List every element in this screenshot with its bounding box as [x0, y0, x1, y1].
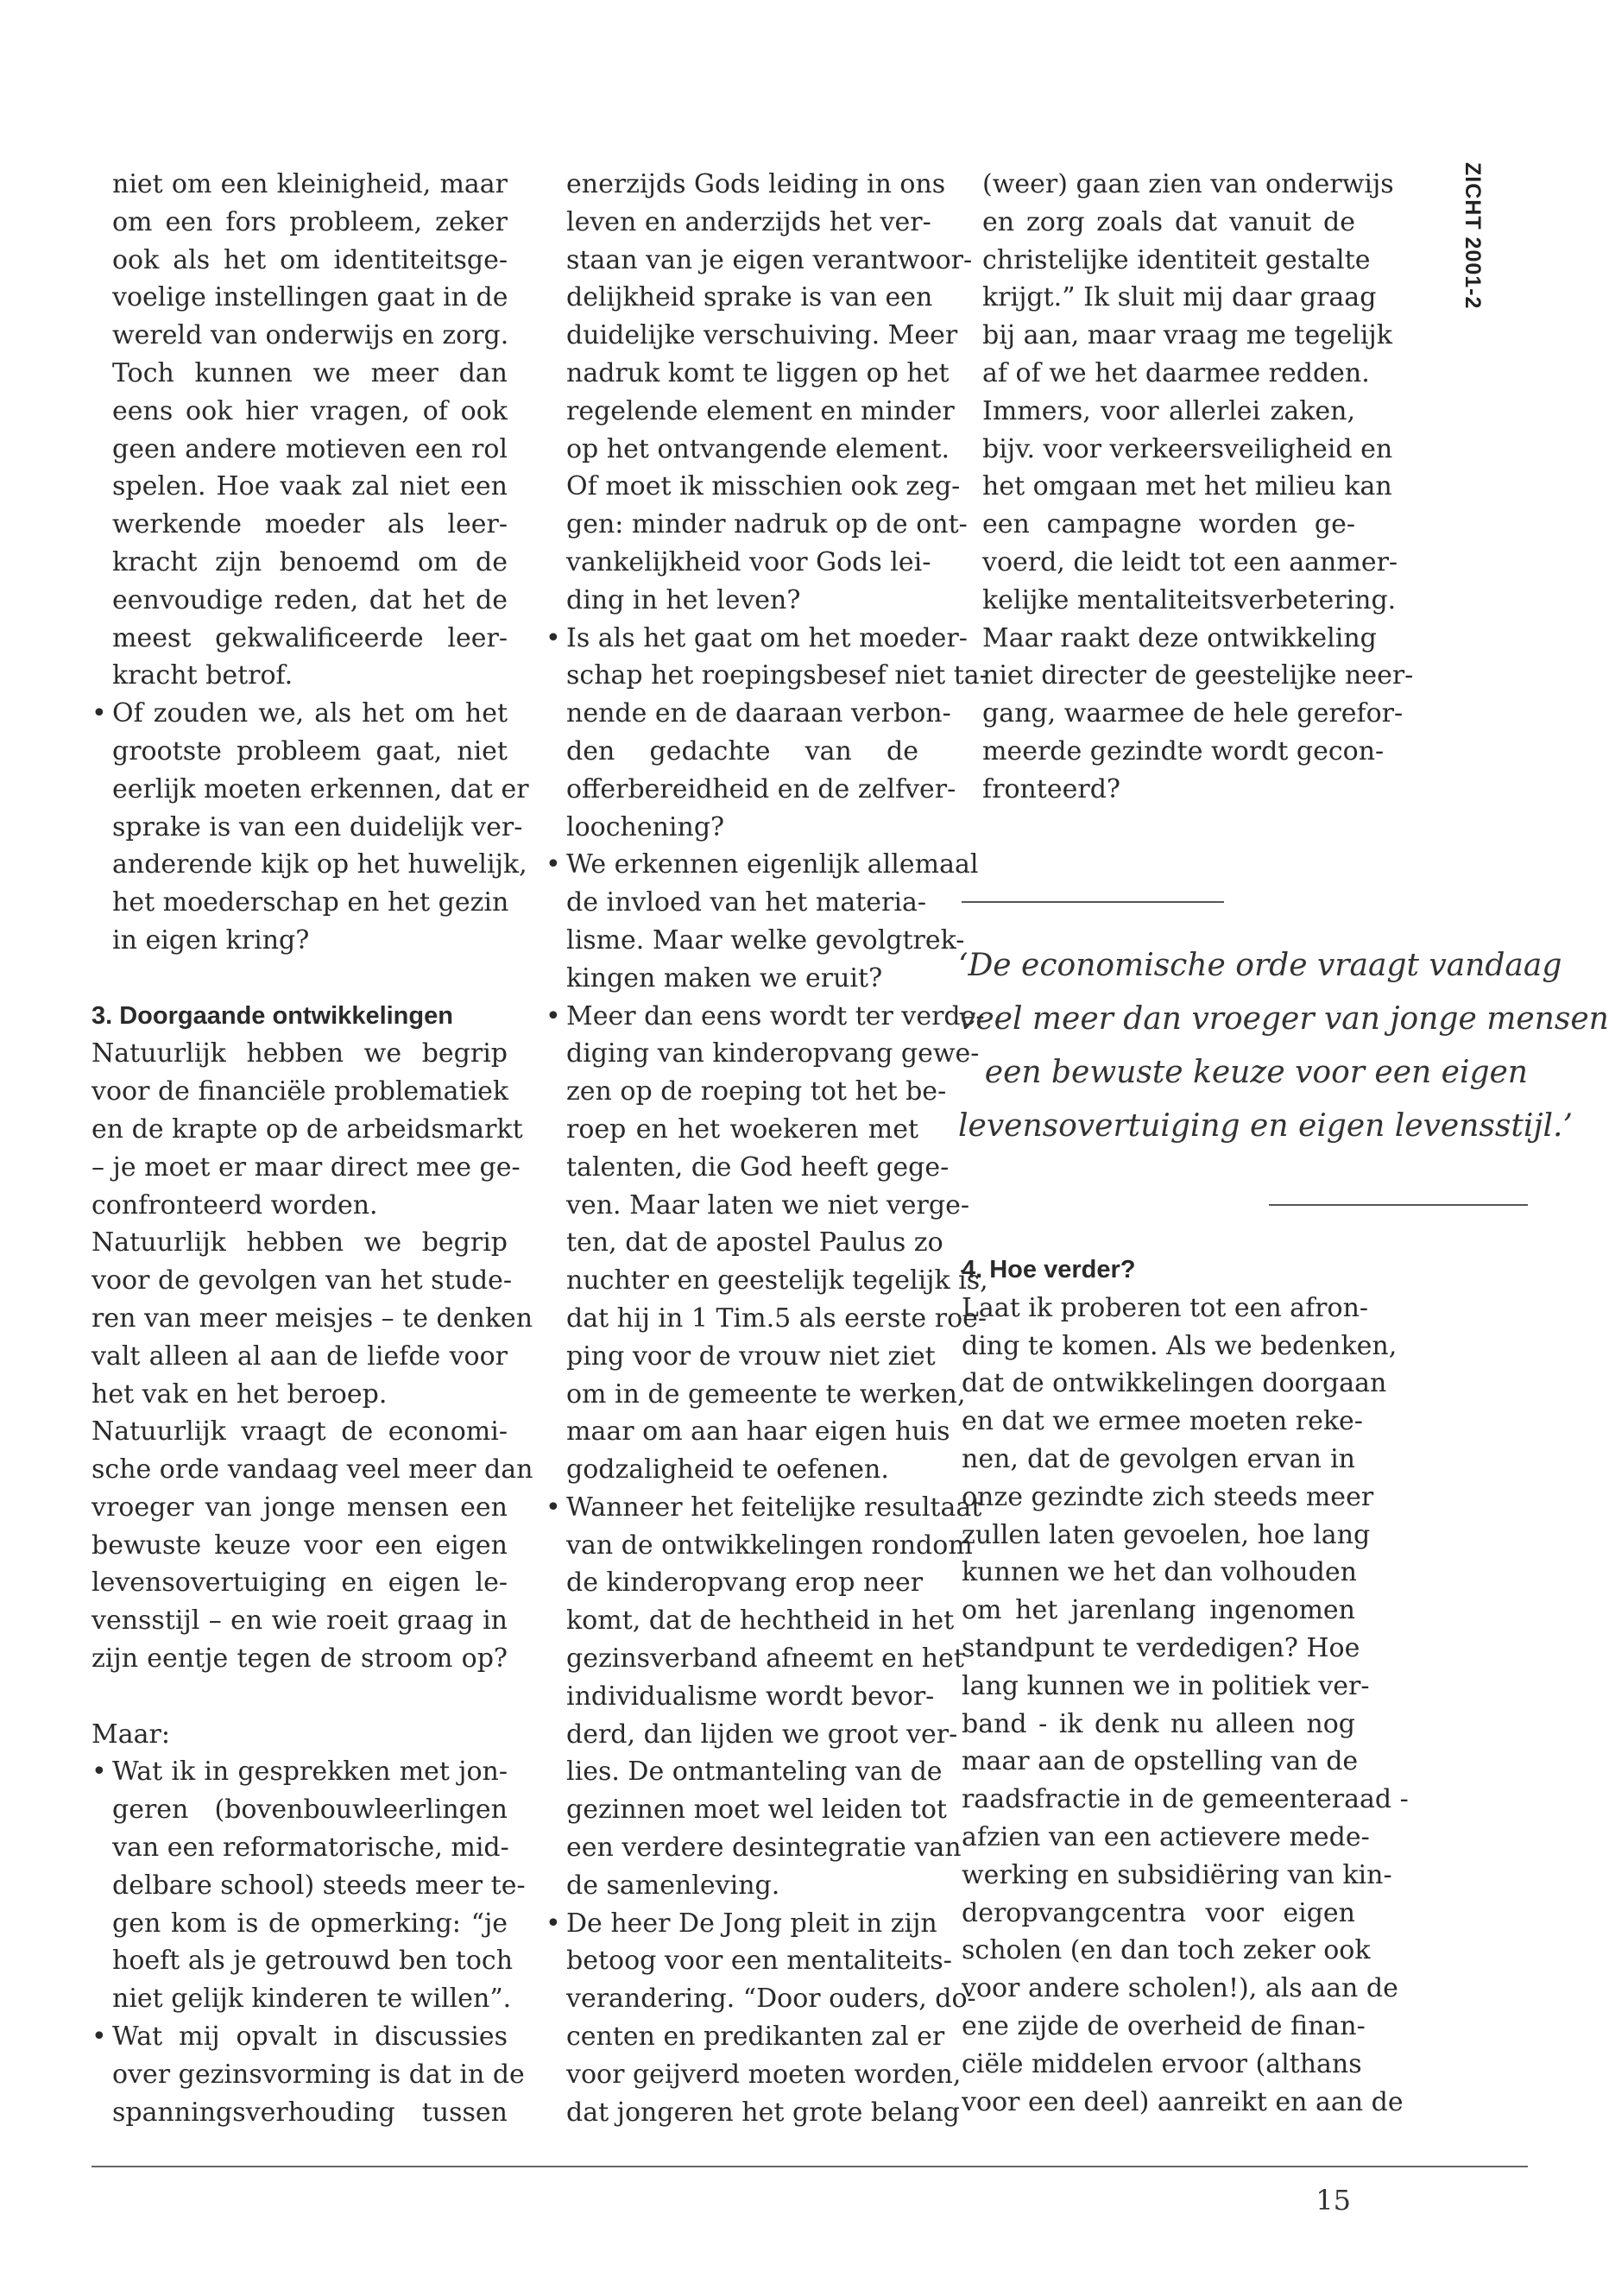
- text-line: om een fors probleem, zeker: [112, 206, 508, 237]
- text-line: zen op de roeping tot het be-: [566, 1076, 947, 1107]
- text-line: ven. Maar laten we niet verge-: [566, 1189, 969, 1221]
- text-line: confronteerd worden.: [91, 1189, 378, 1221]
- text-line: offerbereidheid en de zelfver-: [566, 773, 956, 804]
- column-2: [546, 166, 988, 2131]
- text-line: vensstijl – en wie roeit graag in: [91, 1605, 508, 1637]
- text-line: diging van kinderopvang gewe-: [566, 1038, 980, 1069]
- column-3-lower: [962, 1252, 1409, 2121]
- text-line: werkende moeder als leer-: [112, 509, 508, 540]
- text-line: delijkheid sprake is van een: [566, 282, 933, 313]
- text-line: vroeger van jonge mensen een: [91, 1492, 508, 1523]
- text-line: de kinderopvang erop neer: [566, 1567, 924, 1599]
- text-line: godzaligheid te oefenen.: [566, 1454, 889, 1485]
- text-line: geren (bovenbouwleerlingen: [112, 1795, 508, 1826]
- text-line: schap het roepingsbesef niet ta-: [566, 660, 988, 691]
- text-line: nadruk komt te liggen op het: [566, 357, 950, 388]
- text-line: (weer) gaan zien van onderwijs: [982, 169, 1394, 199]
- column-1: [91, 166, 533, 2131]
- text-line: krijgt.” Ik sluit mij daar graag: [982, 282, 1377, 313]
- text-line: voor andere scholen!), als aan de: [962, 1973, 1398, 2004]
- text-line: zullen laten gevoelen, hoe lang: [962, 1519, 1371, 1550]
- text-line: nuchter en geestelijk tegelijk is,: [566, 1265, 988, 1296]
- text-line: standpunt te verdedigen? Hoe: [962, 1632, 1360, 1663]
- text-line: voor de gevolgen van het stude-: [91, 1265, 513, 1296]
- pull-quote: [958, 939, 1609, 1153]
- column-3: [962, 166, 1414, 809]
- bullet-line: • Is als het gaat om het moeder-: [546, 620, 918, 658]
- text-line: – je moet er maar direct mee ge-: [91, 1151, 521, 1183]
- text-line: eerlijk moeten erkennen, dat er: [112, 773, 529, 804]
- text-line: eens ook hier vragen, of ook: [112, 395, 508, 426]
- text-line: enerzijds Gods leiding in ons: [566, 169, 946, 199]
- text-line: op het ontvangende element.: [566, 433, 950, 464]
- text-line: anderende kijk op het huwelijk,: [112, 849, 527, 880]
- text-line: kelijke mentaliteitsverbetering.: [982, 584, 1397, 615]
- text-line: sprake is van een duidelijk ver-: [112, 811, 523, 842]
- text-line: af of we het daarmee redden.: [982, 357, 1370, 388]
- text-line: een campagne worden ge-: [982, 509, 1355, 540]
- bullet-line: • Wat ik in gesprekken met jon-: [91, 1753, 508, 1791]
- text-line: over gezinsvorming is dat in de: [112, 2059, 525, 2090]
- text-line: Laat ik proberen tot een afron-: [962, 1292, 1369, 1323]
- text-line: regelende element en minder: [566, 395, 955, 426]
- text-line: zijn eentje tegen de stroom op?: [91, 1643, 508, 1675]
- section-heading: 4. Hoe verder?: [962, 1256, 1136, 1284]
- text-line: lang kunnen we in politiek ver-: [962, 1670, 1370, 1701]
- text-line: ciële middelen ervoor (althans: [962, 2048, 1362, 2079]
- section-heading: 3. Doorgaande ontwikkelingen: [91, 1001, 453, 1030]
- text-line: loochening?: [566, 811, 725, 842]
- text-line: ten, dat de apostel Paulus zo: [566, 1227, 943, 1258]
- text-line: komt, dat de hechtheid in het: [566, 1605, 955, 1637]
- bullet-line: • De heer De Jong pleit in zijn: [546, 1905, 918, 1943]
- text-line: gen kom is de opmerking: “je: [112, 1908, 508, 1939]
- text-line: talenten, die God heeft gege-: [566, 1151, 950, 1183]
- text-line: valt alleen al aan de liefde voor: [91, 1340, 508, 1372]
- text-line: spelen. Hoe vaak zal niet een: [112, 471, 508, 502]
- text-line: het moederschap en het gezin: [112, 887, 509, 918]
- text-line: scholen (en dan toch zeker ook: [962, 1935, 1371, 1966]
- text-line: vankelijkheid voor Gods lei-: [566, 546, 931, 577]
- text-line: delbare school) steeds meer te-: [112, 1870, 526, 1901]
- text-line: den gedachte van de: [566, 735, 918, 766]
- text-line: ook als het om identiteitsge-: [112, 244, 508, 275]
- text-line: christelijke identiteit gestalte: [982, 244, 1371, 275]
- text-line: staan van je eigen verantwoor-: [566, 244, 973, 275]
- text-line: betoog voor een mentaliteits-: [566, 1946, 952, 1977]
- text-line: dat jongeren het grote belang: [566, 2097, 960, 2128]
- bullet-line: • Wanneer het feitelijke resultaat: [546, 1489, 918, 1527]
- paragraph-gap: [91, 1678, 508, 1716]
- text-line: levensovertuiging en eigen le-: [91, 1567, 508, 1599]
- text-line: de samenleving.: [566, 1870, 780, 1901]
- text-line: ding te komen. Als we bedenken,: [962, 1330, 1398, 1361]
- text-line: roep en het woekeren met: [566, 1113, 918, 1145]
- text-line: gang, waarmee de hele gerefor-: [982, 698, 1404, 729]
- text-line: duidelijke verschuiving. Meer: [566, 320, 958, 351]
- text-line: voerd, die leidt tot een aanmer-: [982, 546, 1398, 577]
- text-line: maar om aan haar eigen huis: [566, 1416, 950, 1448]
- text-line: niet om een kleinigheid, maar: [112, 169, 508, 199]
- bullet-line: • Wat mij opvalt in discussies: [91, 2018, 508, 2056]
- text-line: verandering. “Door ouders, do-: [566, 1984, 976, 2015]
- text-line: leven en anderzijds het ver-: [566, 206, 931, 237]
- text-line: kracht zijn benoemd om de: [112, 546, 508, 577]
- text-line: meest gekwalificeerde leer-: [112, 622, 508, 653]
- text-line: Natuurlijk vraagt de economi-: [91, 1416, 508, 1448]
- text-line: ping voor de vrouw niet ziet: [566, 1340, 936, 1372]
- text-line: kingen maken we eruit?: [566, 962, 883, 993]
- text-line: lies. De ontmanteling van de: [566, 1757, 943, 1788]
- text-line: raadsfractie in de gemeenteraad -: [962, 1784, 1409, 1815]
- text-line: wereld van onderwijs en zorg.: [112, 320, 509, 351]
- text-line: Maar raakt deze ontwikkeling: [982, 622, 1377, 653]
- bullet-line: • Of zouden we, als het om het: [91, 695, 508, 733]
- text-line: bijv. voor verkeersveiligheid en: [982, 433, 1393, 464]
- pull-quote-rule-bottom: [1269, 1204, 1528, 1206]
- text-line: van een reformatorische, mid-: [112, 1832, 509, 1864]
- text-line: Maar:: [91, 1719, 170, 1750]
- text-line: centen en predikanten zal er: [566, 2022, 945, 2053]
- pull-quote-rule-top: [962, 901, 1224, 903]
- page-number: 15: [1316, 2184, 1351, 2217]
- text-line: gezinnen moet wel leiden tot: [566, 1795, 947, 1826]
- text-line: ding in het leven?: [566, 584, 801, 615]
- pull-quote-line: veel meer dan vroeger van jonge mensen: [958, 1001, 1609, 1037]
- text-line: nen, dat de gevolgen ervan in: [962, 1443, 1355, 1474]
- text-line: Toch kunnen we meer dan: [112, 357, 508, 388]
- text-line: band - ik denk nu alleen nog: [962, 1708, 1355, 1739]
- bullet-line: • Meer dan eens wordt ter verde-: [546, 998, 918, 1036]
- bullet-line: • We erkennen eigenlijk allemaal: [546, 846, 918, 884]
- text-line: individualisme wordt bevor-: [566, 1681, 935, 1712]
- text-line: werking en subsidiëring van kin-: [962, 1859, 1392, 1890]
- text-line: lisme. Maar welke gevolgtrek-: [566, 924, 965, 956]
- text-line: om het jarenlang ingenomen: [962, 1595, 1355, 1626]
- text-line: een verdere desintegratie van: [566, 1832, 962, 1864]
- text-line: Immers, voor allerlei zaken,: [982, 395, 1355, 426]
- text-line: en dat we ermee moeten reke-: [962, 1406, 1363, 1437]
- pull-quote-line: levensovertuiging en eigen levensstijl.’: [958, 1108, 1573, 1144]
- text-line: Natuurlijk hebben we begrip: [91, 1227, 508, 1258]
- text-line: spanningsverhouding tussen: [112, 2097, 508, 2128]
- text-line: Of moet ik misschien ook zeg-: [566, 471, 961, 502]
- text-line: onze gezindte zich steeds meer: [962, 1481, 1374, 1512]
- text-line: voor een deel) aanreikt en aan de: [962, 2086, 1404, 2117]
- text-line: kunnen we het dan volhouden: [962, 1557, 1357, 1588]
- text-line: geen andere motieven een rol: [112, 433, 508, 464]
- text-line: sche orde vandaag veel meer dan: [91, 1454, 533, 1485]
- text-line: gezinsverband afneemt en het: [566, 1643, 964, 1675]
- text-line: in eigen kring?: [112, 924, 310, 956]
- text-line: het omgaan met het milieu kan: [982, 471, 1392, 502]
- text-line: eenvoudige reden, dat het de: [112, 584, 508, 615]
- text-line: gen: minder nadruk op de ont-: [566, 509, 968, 540]
- text-line: de invloed van het materia-: [566, 887, 926, 918]
- text-line: Natuurlijk hebben we begrip: [91, 1038, 508, 1069]
- text-line: dat hij in 1 Tim.5 als eerste roe-: [566, 1303, 987, 1334]
- text-line: ene zijde de overheid de finan-: [962, 2010, 1366, 2041]
- text-line: afzien van een actievere mede-: [962, 1821, 1370, 1852]
- running-head: ZICHT 2001-2: [1461, 162, 1485, 310]
- text-line: dat de ontwikkelingen doorgaan: [962, 1368, 1387, 1399]
- text-line: niet directer de geestelijke neer-: [982, 660, 1414, 691]
- pull-quote-line: een bewuste keuze voor een eigen: [984, 1055, 1528, 1090]
- text-line: fronteerd?: [982, 773, 1121, 804]
- text-line: voor de financiële problematiek: [91, 1076, 509, 1107]
- text-line: om in de gemeente te werken,: [566, 1378, 966, 1410]
- text-line: van de ontwikkelingen rondom: [566, 1530, 973, 1561]
- text-line: meerde gezindte wordt gecon-: [982, 735, 1385, 766]
- pull-quote-line: ‘De economische orde vraagt vandaag: [958, 948, 1562, 983]
- text-line: en de krapte op de arbeidsmarkt: [91, 1113, 523, 1145]
- text-line: deropvangcentra voor eigen: [962, 1897, 1355, 1928]
- paragraph-gap: [91, 960, 508, 998]
- text-line: nende en de daaraan verbon-: [566, 698, 951, 729]
- text-line: bij aan, maar vraag me tegelijk: [982, 320, 1392, 351]
- text-line: voor geijverd moeten worden,: [566, 2059, 962, 2090]
- text-line: en zorg zoals dat vanuit de: [982, 206, 1355, 237]
- text-line: het vak en het beroep.: [91, 1378, 388, 1410]
- text-line: kracht betrof.: [112, 660, 293, 691]
- text-line: grootste probleem gaat, niet: [112, 735, 508, 766]
- text-line: derd, dan lijden we groot ver-: [566, 1719, 958, 1750]
- text-line: maar aan de opstelling van de: [962, 1746, 1359, 1777]
- text-line: niet gelijk kinderen te willen”.: [112, 1984, 512, 2015]
- text-line: ren van meer meisjes – te denken: [91, 1303, 533, 1334]
- text-line: hoeft als je getrouwd ben toch: [112, 1946, 514, 1977]
- footer-rule: [91, 2166, 1528, 2167]
- text-line: bewuste keuze voor een eigen: [91, 1530, 508, 1561]
- text-line: voelige instellingen gaat in de: [112, 282, 508, 313]
